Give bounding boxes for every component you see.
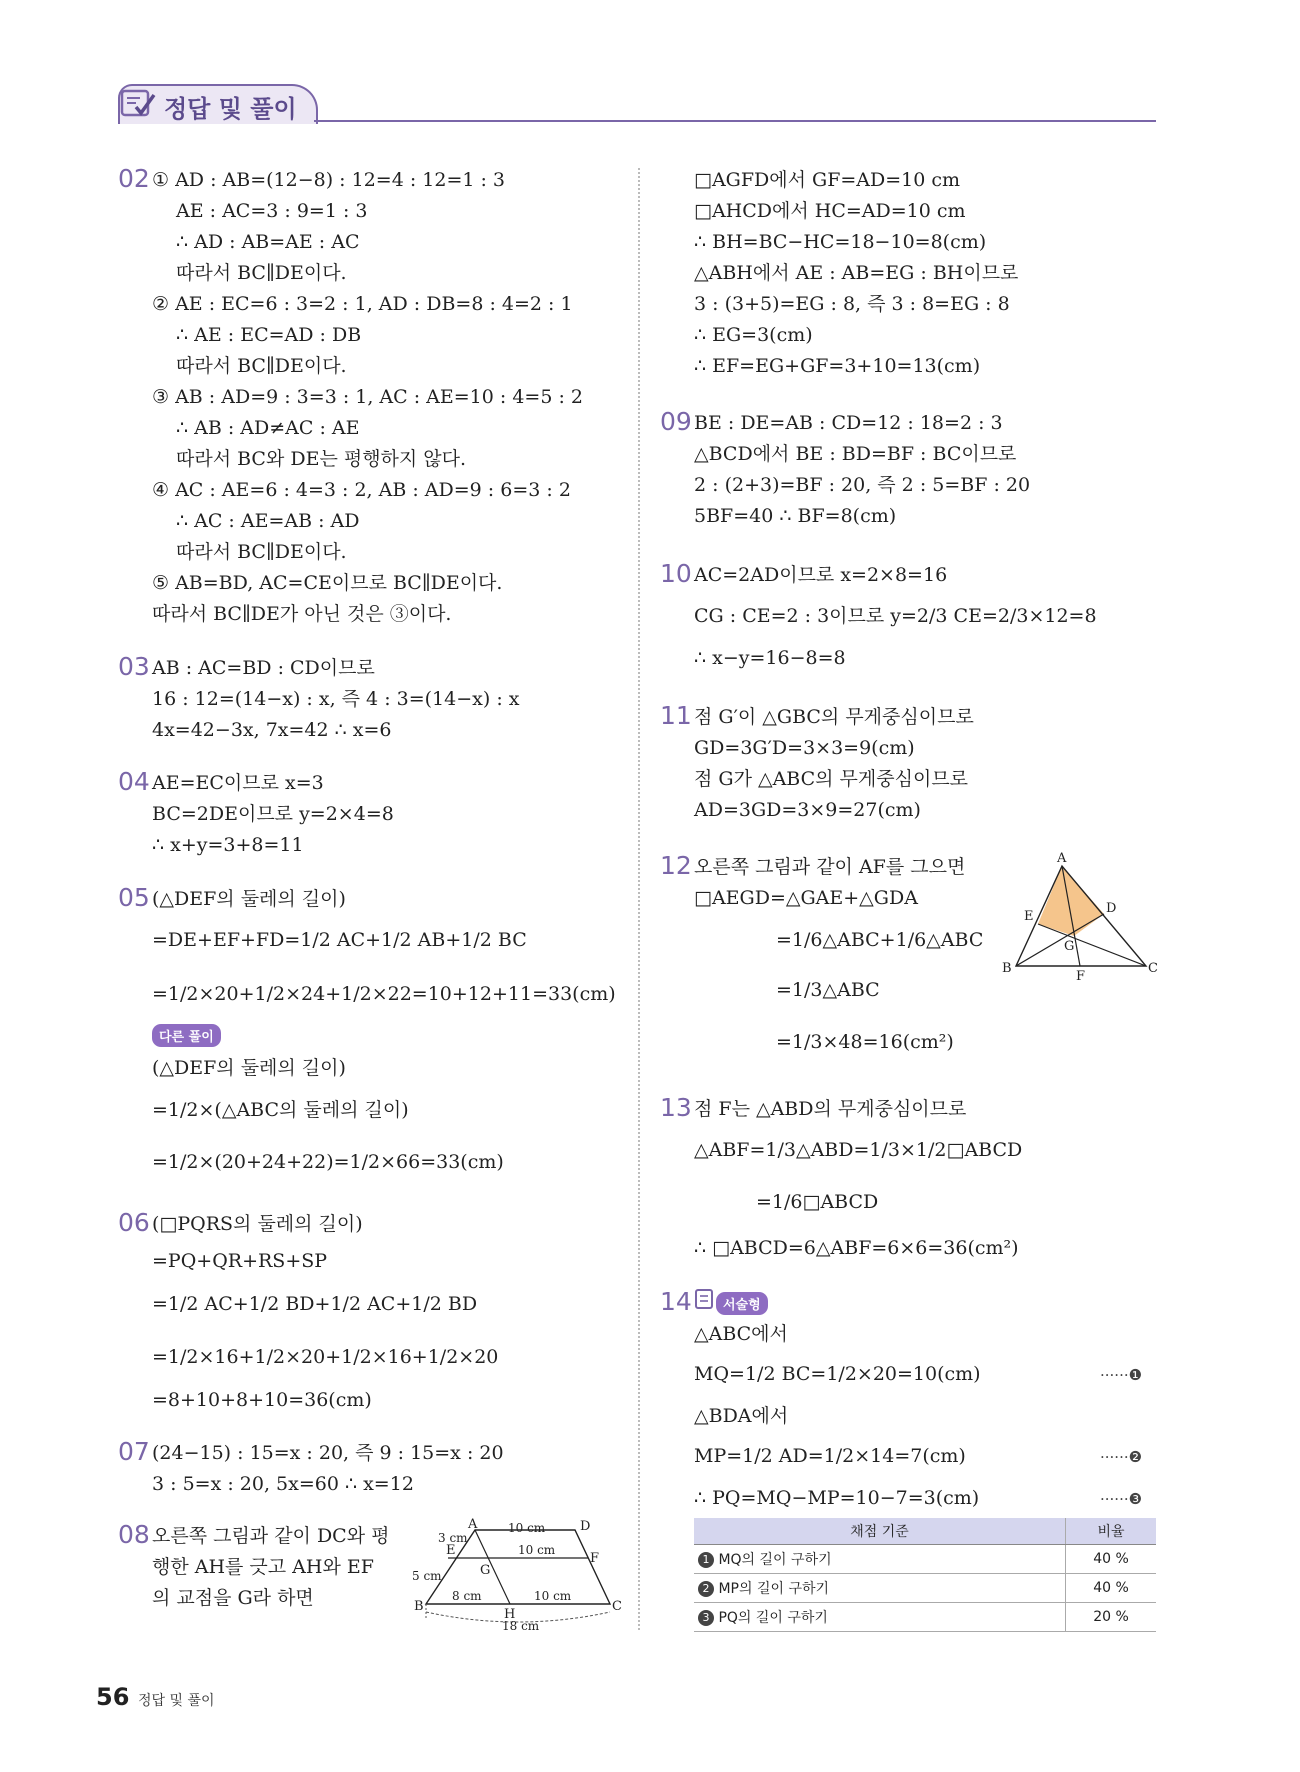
problem-number: 11	[660, 701, 692, 730]
solution-line: AC=2AD이므로 x=2×8=16	[694, 564, 948, 586]
label-G: G	[1064, 939, 1075, 954]
solution-line: GD=3G′D=3×3=9(cm)	[694, 737, 915, 759]
solution-line: 따라서 BC∥DE이다.	[176, 262, 347, 284]
trapezoid-figure	[410, 1517, 622, 1633]
solution-line: △ABF=1/3△ABD=1/3×1/2□ABCD	[694, 1139, 1023, 1161]
criterion-text: MQ의 길이 구하기	[718, 1552, 832, 1568]
solution-line: ∴ x+y=3+8=11	[152, 834, 304, 856]
solution-line: 행한 AH를 긋고 AH와 EF	[152, 1556, 374, 1578]
step-marker: ······❷	[1100, 1448, 1143, 1466]
step-marker: ······❸	[1100, 1490, 1143, 1508]
label-G: G	[480, 1563, 491, 1578]
solution-line: □AEGD=△GAE+△GDA	[694, 887, 918, 909]
label-C: C	[612, 1599, 622, 1614]
solution-line: 점 G′이 △GBC의 무게중심이므로	[694, 706, 974, 728]
label-D: D	[1106, 901, 1117, 916]
footer-label: 정답 및 풀이	[138, 1693, 215, 1709]
problem-number: 14	[660, 1287, 692, 1316]
problem-number: 04	[118, 767, 150, 796]
label-F: F	[1076, 969, 1086, 984]
problem-number: 10	[660, 559, 692, 588]
solution-line: △BCD에서 BE : BD=BF : BC이므로	[694, 443, 1017, 465]
solution-line: ∴ AB : AD≠AC : AE	[176, 417, 360, 439]
criterion-percent: 40 %	[1066, 1574, 1157, 1603]
label-B: B	[414, 1599, 424, 1614]
solution-line: 따라서 BC∥DE이다.	[176, 355, 347, 377]
column-header: 채점 기준	[694, 1518, 1066, 1545]
solution-line: 오른쪽 그림과 같이 DC와 평	[152, 1525, 390, 1547]
label-E: E	[446, 1543, 456, 1558]
dim-label: 10 cm	[518, 1543, 556, 1557]
solution-line: 4x=42−3x, 7x=42 ∴ x=6	[152, 719, 392, 741]
problem-number: 07	[118, 1437, 150, 1466]
criterion-percent: 40 %	[1066, 1545, 1157, 1574]
solution-line: =1/3×48=16(cm²)	[776, 1031, 954, 1053]
label-A: A	[1057, 851, 1067, 866]
solution-line: 5BF=40 ∴ BF=8(cm)	[694, 505, 897, 527]
solution-line: ∴ PQ=MQ−MP=10−7=3(cm)	[694, 1487, 980, 1509]
solution-line: (□PQRS의 둘레의 길이)	[152, 1213, 363, 1235]
scoring-rubric-table	[694, 1518, 1156, 1632]
solution-line: 2 : (2+3)=BF : 20, 즉 2 : 5=BF : 20	[694, 474, 1031, 496]
label-A: A	[468, 1517, 478, 1532]
solution-line: ∴ □ABCD=6△ABF=6×6=36(cm²)	[694, 1237, 1019, 1259]
page-title: 정답 및 풀이	[164, 95, 297, 123]
solution-line: □AGFD에서 GF=AD=10 cm	[694, 169, 961, 191]
label-F: F	[590, 1551, 600, 1566]
solution-line: ∴ x−y=16−8=8	[694, 647, 846, 669]
solution-line: ∴ AD : AB=AE : AC	[176, 231, 360, 253]
label-D: D	[580, 1519, 591, 1534]
solution-line: ∴ BH=BC−HC=18−10=8(cm)	[694, 231, 987, 253]
solution-line: MQ=1/2 BC=1/2×20=10(cm)	[694, 1363, 981, 1385]
step-number-badge: 1	[698, 1552, 714, 1568]
solution-line: □AHCD에서 HC=AD=10 cm	[694, 200, 966, 222]
step-number-badge: 3	[698, 1610, 714, 1626]
criterion-text: MP의 길이 구하기	[718, 1581, 830, 1597]
solution-line: 3 : 5=x : 20, 5x=60 ∴ x=12	[152, 1473, 414, 1495]
solution-line: ∴ EF=EG+GF=3+10=13(cm)	[694, 355, 981, 377]
essay-badge: 서술형	[716, 1292, 768, 1315]
table-header-row	[694, 1518, 1156, 1545]
solution-line: =1/2 AC+1/2 BD+1/2 AC+1/2 BD	[152, 1293, 478, 1315]
step-number-badge: 2	[698, 1581, 714, 1597]
dim-label: 5 cm	[412, 1569, 442, 1583]
solution-line: 16 : 12=(14−x) : x, 즉 4 : 3=(14−x) : x	[152, 688, 520, 710]
dim-label: 8 cm	[452, 1589, 482, 1603]
solution-line: 3 : (3+5)=EG : 8, 즉 3 : 8=EG : 8	[694, 293, 1010, 315]
solution-line: BC=2DE이므로 y=2×4=8	[152, 803, 394, 825]
dim-label: 18 cm	[502, 1619, 540, 1633]
problem-number: 08	[118, 1520, 150, 1549]
table-row	[694, 1574, 1156, 1603]
solution-line: =1/6△ABC+1/6△ABC	[776, 929, 984, 951]
solution-line: MP=1/2 AD=1/2×14=7(cm)	[694, 1445, 966, 1467]
problem-number: 05	[118, 883, 150, 912]
problem-number: 02	[118, 164, 150, 193]
solution-line: △BDA에서	[694, 1405, 789, 1427]
header-rule	[314, 120, 1156, 122]
solution-line: 점 F는 △ABD의 무게중심이므로	[694, 1098, 967, 1120]
solution-line: 따라서 BC∥DE가 아닌 것은 ③이다.	[152, 603, 452, 625]
column-header: 비율	[1066, 1518, 1157, 1545]
solution-line: 따라서 BC와 DE는 평행하지 않다.	[176, 448, 467, 470]
label-H: H	[504, 1607, 516, 1622]
criterion-percent: 20 %	[1066, 1603, 1157, 1632]
problem-number: 06	[118, 1208, 150, 1237]
solution-line: ∴ AE : EC=AD : DB	[176, 324, 362, 346]
solution-line: =1/3△ABC	[776, 979, 880, 1001]
label-E: E	[1024, 909, 1034, 924]
solution-line: ① AD : AB=(12−8) : 12=4 : 12=1 : 3	[152, 169, 506, 191]
table-row	[694, 1545, 1156, 1574]
solution-line: ② AE : EC=6 : 3=2 : 1, AD : DB=8 : 4=2 : 1	[152, 293, 573, 315]
solution-line: =DE+EF+FD=1/2 AC+1/2 AB+1/2 BC	[152, 929, 527, 951]
solution-line: AD=3GD=3×9=27(cm)	[694, 799, 921, 821]
solution-line: △ABC에서	[694, 1323, 788, 1345]
solution-line: ④ AC : AE=6 : 4=3 : 2, AB : AD=9 : 6=3 : 2	[152, 479, 571, 501]
solution-line: (24−15) : 15=x : 20, 즉 9 : 15=x : 20	[152, 1442, 504, 1464]
dim-label: 10 cm	[508, 1521, 546, 1535]
criterion-text: PQ의 길이 구하기	[718, 1610, 828, 1626]
problem-number: 09	[660, 407, 692, 436]
solution-line: BE : DE=AB : CD=12 : 18=2 : 3	[694, 412, 1003, 434]
problem-number: 03	[118, 652, 150, 681]
solution-line: ③ AB : AD=9 : 3=3 : 1, AC : AE=10 : 4=5 : 2	[152, 386, 583, 408]
dim-label: 3 cm	[438, 1531, 468, 1545]
solution-line: CG : CE=2 : 3이므로 y=2/3 CE=2/3×12=8	[694, 605, 1097, 627]
solution-line: 점 G가 △ABC의 무게중심이므로	[694, 768, 969, 790]
column-divider	[638, 168, 640, 1630]
solution-line: (△DEF의 둘레의 길이)	[152, 1057, 346, 1079]
solution-line: =PQ+QR+RS+SP	[152, 1250, 328, 1272]
table-row	[694, 1603, 1156, 1632]
note-icon	[694, 1288, 716, 1312]
step-marker: ······❶	[1100, 1366, 1143, 1384]
solution-line: =1/2×(△ABC의 둘레의 길이)	[152, 1099, 409, 1121]
alt-solution-badge: 다른 풀이	[152, 1024, 221, 1047]
solution-line: (△DEF의 둘레의 길이)	[152, 888, 346, 910]
solution-line: 따라서 BC∥DE이다.	[176, 541, 347, 563]
problem-number: 13	[660, 1093, 692, 1122]
solution-line: =1/2×16+1/2×20+1/2×16+1/2×20	[152, 1346, 499, 1368]
solution-line: AB : AC=BD : CD이므로	[152, 657, 375, 679]
solution-line: =1/2×20+1/2×24+1/2×22=10+12+11=33(cm)	[152, 983, 616, 1005]
solution-line: AE=EC이므로 x=3	[152, 772, 324, 794]
solution-line: ∴ EG=3(cm)	[694, 324, 813, 346]
solution-line: 오른쪽 그림과 같이 AF를 그으면	[694, 856, 966, 878]
solution-line: =1/2×(20+24+22)=1/2×66=33(cm)	[152, 1151, 504, 1173]
solution-line: 의 교점을 G라 하면	[152, 1587, 314, 1609]
label-B: B	[1002, 961, 1012, 976]
problem-number: 12	[660, 851, 692, 880]
page-number: 56	[96, 1683, 130, 1711]
solution-line: ∴ AC : AE=AB : AD	[176, 510, 360, 532]
solution-line: △ABH에서 AE : AB=EG : BH이므로	[694, 262, 1019, 284]
solution-line: =8+10+8+10=36(cm)	[152, 1389, 372, 1411]
solution-line: ⑤ AB=BD, AC=CE이므로 BC∥DE이다.	[152, 572, 503, 594]
solution-line: AE : AC=3 : 9=1 : 3	[176, 200, 368, 222]
label-C: C	[1148, 961, 1158, 976]
page-header	[118, 84, 1156, 124]
dim-label: 10 cm	[534, 1589, 572, 1603]
triangle-figure	[1000, 850, 1160, 984]
solution-line: =1/6□ABCD	[756, 1191, 879, 1213]
checklist-icon	[120, 87, 158, 121]
